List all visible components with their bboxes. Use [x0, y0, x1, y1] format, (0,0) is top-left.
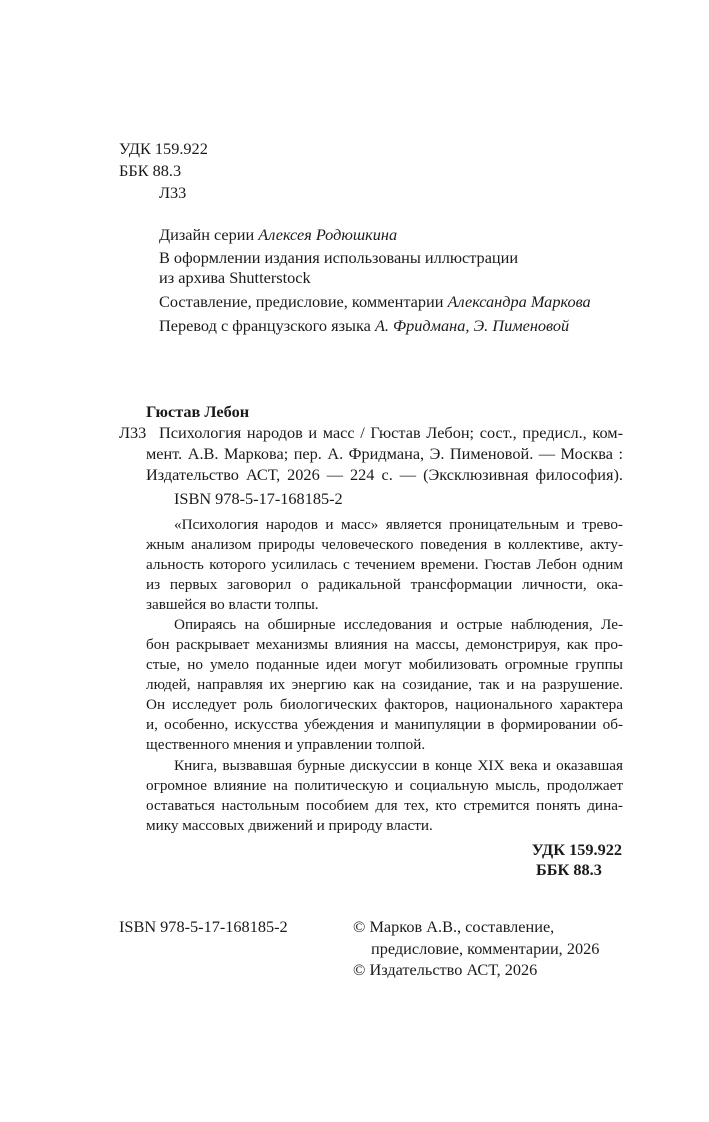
illustrations-credit-line-1: В оформлении издания использованы иллюстрации	[159, 248, 519, 267]
illustrations-credit-line-2: из архива Shutterstock	[159, 268, 311, 287]
annotation-bbk-code: ББК 88.3	[536, 860, 602, 879]
copyright-line-1: © Марков А.В., составление,	[353, 917, 555, 936]
translation-credit	[159, 318, 569, 334]
translation-credit-names: А. Фридмана, Э. Пименовой	[374, 316, 570, 335]
catalog-author: Гюстав Лебон	[146, 402, 250, 421]
annotation-p2-line-1: Опираясь на обширные исследования и острые наблюдения, Ле-	[174, 616, 623, 633]
annotation-p2-line-2: бон раскрывает механизмы влияния на массы, демонстрируя, как про-	[146, 636, 623, 653]
annotation-p1-line-5: завшейся во власти толпы.	[146, 596, 319, 613]
bbk-code: ББК 88.3	[119, 161, 182, 180]
annotation-p2-line-6: и, особенно, искусства убеждения и манипуляции в формировании об-	[146, 716, 623, 733]
catalog-isbn: ISBN 978-5-17-168185-2	[174, 489, 343, 508]
udk-code: УДК 159.922	[119, 139, 208, 158]
annotation-p2-line-7: щественного мнения и управлении толпой.	[146, 736, 426, 753]
catalog-mark: Л33	[119, 423, 147, 442]
annotation-p1-line-2: жным анализом природы человеческого поведения в коллективе, акту-	[146, 536, 623, 553]
annotation-p3-line-3: оставаться настольным пособием для тех, кто стремится понять дина-	[146, 797, 623, 814]
annotation-p3-line-2: огромное влияние на политическую и социальную мысль, продолжает	[146, 777, 623, 794]
design-credit-name: Алексея Родюшкина	[258, 225, 398, 244]
compilation-credit-name: Александра Маркова	[447, 292, 591, 311]
copyright-line-3: © Издательство АСТ, 2026	[353, 960, 538, 979]
annotation-udk-code: УДК 159.922	[531, 840, 622, 859]
catalog-description-line-2: мент. А.В. Маркова; пер. А. Фридмана, Э. Пименовой. — Москва :	[146, 444, 623, 463]
annotation-p3-line-4: мику массовых движений и природу власти.	[146, 817, 433, 834]
annotation-p3-line-1: Книга, вызвавшая бурные дискуссии в конце XIX века и оказавшая	[174, 757, 623, 774]
design-credit	[159, 227, 397, 243]
annotation-p1-line-1: «Психология народов и масс» является проницательным и трево-	[174, 516, 623, 533]
catalog-description-line-3: Издательство АСТ, 2026 — 224 с. — (Эксклюзивная философия).	[146, 465, 623, 484]
author-mark: Л33	[159, 183, 187, 202]
annotation-p1-line-3: альность которого усилилась с течением времени. Гюстав Лебон одним	[146, 556, 623, 573]
annotation-p2-line-4: людей, направляя их энергию как на созидание, так и на разрушение.	[146, 676, 623, 693]
compilation-credit	[159, 294, 591, 310]
annotation-p2-line-3: стые, но умело поданные идеи могут мобилизовать огромные группы	[146, 656, 623, 673]
translation-credit-prefix: Перевод с французского языка	[159, 316, 371, 335]
compilation-credit-prefix: Составление, предисловие, комментарии	[159, 292, 444, 311]
footer-isbn: ISBN 978-5-17-168185-2	[119, 917, 288, 936]
annotation-p1-line-4: из первых заговорил о радикальной трансформации личности, ока-	[146, 576, 623, 593]
copyright-line-2: предисловие, комментарии, 2026	[371, 939, 600, 958]
annotation-p2-line-5: Он исследует роль биологических факторов, национального характера	[146, 696, 623, 713]
design-credit-prefix: Дизайн серии	[159, 225, 255, 244]
catalog-description-line-1: Психология народов и масс / Гюстав Лебон; сост., предисл., ком-	[159, 423, 623, 442]
